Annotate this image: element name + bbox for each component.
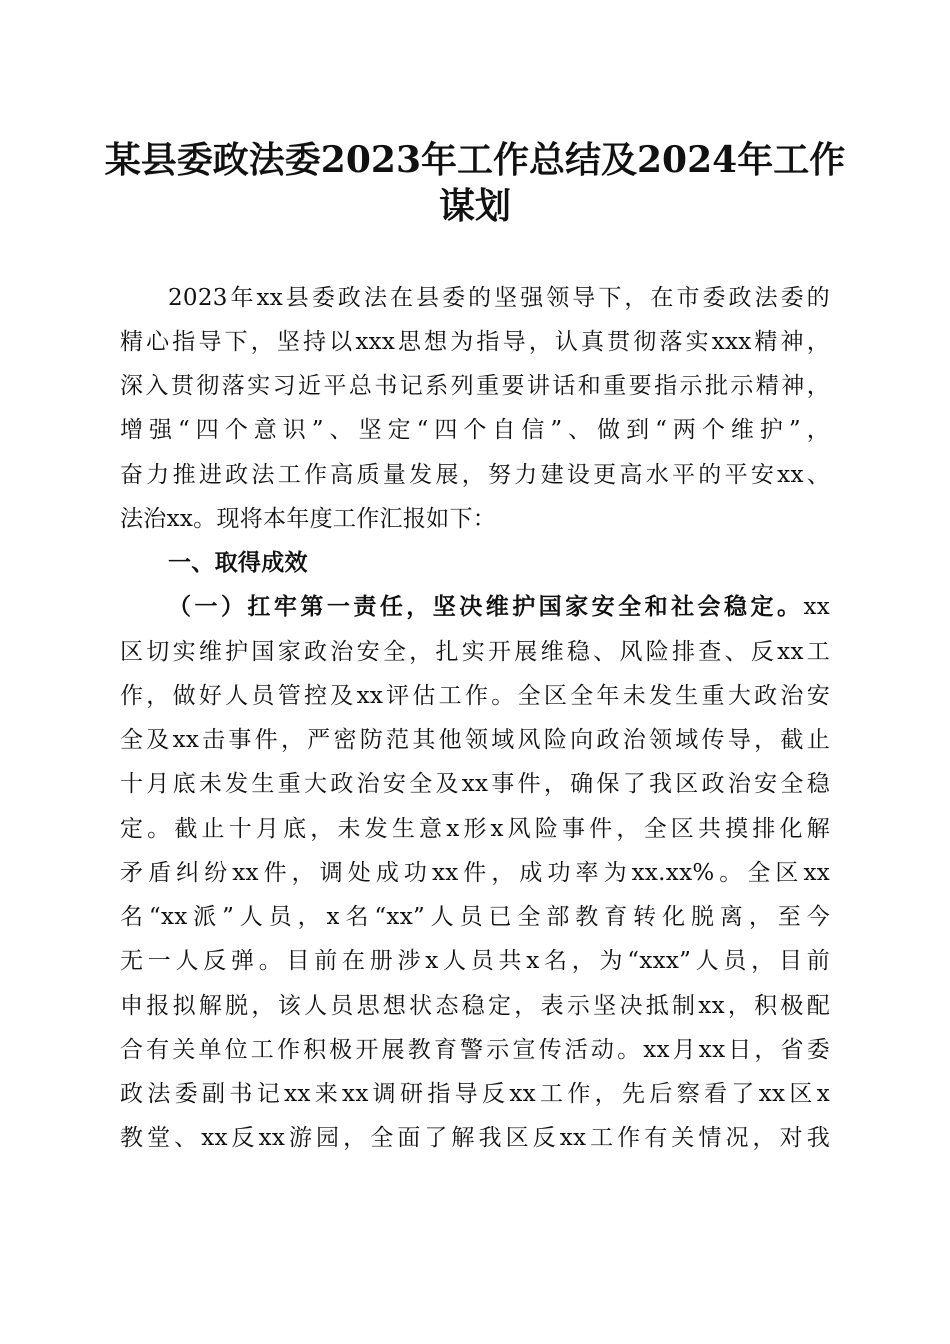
intro-paragraph-line: 法治xx。现将本年度工作汇报如下： <box>120 506 497 532</box>
body-paragraph-line: 区切实维护国家政治安全，扎实开展维稳、风险排查、反xx工 <box>120 639 830 665</box>
body-paragraph-line: 教堂、xx反xx游园，全面了解我区反xx工作有关情况，对我 <box>120 1125 830 1151</box>
body-paragraph-line: 合有关单位工作积极开展教育警示宣传活动。xx月xx日，省委 <box>120 1037 830 1063</box>
section-heading: 一、取得成效 <box>168 550 308 576</box>
subsection-first-line-tail: xx <box>803 594 830 620</box>
body-paragraph-line: 作，做好人员管控及xx评估工作。全区全年未发生重大政治安 <box>120 683 830 709</box>
intro-paragraph-line: 精心指导下，坚持以xxx思想为指导，认真贯彻落实xxx精神， <box>120 329 830 355</box>
body-paragraph-line: 申报拟解脱，该人员思想状态稳定，表示坚决抵制xx，积极配 <box>120 993 830 1019</box>
subsection-heading: （一）扛牢第一责任，坚决维护国家安全和社会稳定。 <box>168 593 804 620</box>
document-title-line-2: 谋划 <box>438 185 511 227</box>
document-title-line-1: 某县委政法委2023年工作总结及2024年工作 <box>104 139 846 181</box>
body-paragraph-line: 无一人反弹。目前在册涉x人员共x名，为“xxx”人员，目前 <box>120 948 830 974</box>
body-paragraph-line: 定。截止十月底，未发生意x形x风险事件，全区共摸排化解 <box>120 816 830 842</box>
body-paragraph-line: 全及xx击事件，严密防范其他领域风险向政治领域传导，截止 <box>120 727 830 753</box>
intro-paragraph-line: 2023年xx县委政法在县委的坚强领导下，在市委政法委的 <box>168 285 830 311</box>
body-paragraph-line: 政法委副书记xx来xx调研指导反xx工作，先后察看了xx区x <box>120 1081 830 1107</box>
intro-paragraph-line: 深入贯彻落实习近平总书记系列重要讲话和重要指示批示精神， <box>120 373 830 399</box>
body-paragraph-line: 名“xx派”人员，x名“xx”人员已全部教育转化脱离，至今 <box>120 904 830 930</box>
intro-paragraph-line: 奋力推进政法工作高质量发展，努力建设更高水平的平安xx、 <box>120 462 830 488</box>
subsection-first-line <box>168 591 830 623</box>
intro-paragraph-line: 增强“四个意识”、坚定“四个自信”、做到“两个维护”， <box>120 417 830 443</box>
body-paragraph-line: 矛盾纠纷xx件，调处成功xx件，成功率为xx.xx%。全区xx <box>120 860 830 886</box>
body-paragraph-line: 十月底未发生重大政治安全及xx事件，确保了我区政治安全稳 <box>120 771 830 797</box>
